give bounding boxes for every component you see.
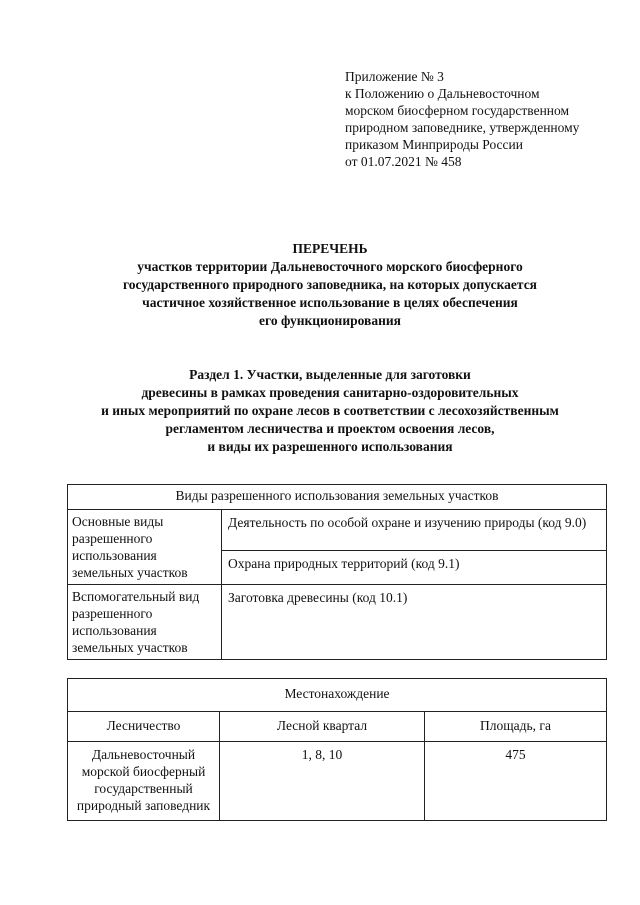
section-line: древесины в рамках проведения санитарно-оздоровительных <box>141 385 519 400</box>
title-heading: ПЕРЕЧЕНЬ <box>292 241 368 256</box>
appendix-note <box>345 68 630 170</box>
section-heading <box>50 366 610 456</box>
title-line: его функционирования <box>259 313 401 328</box>
aux-usage-label: Вспомогательный вид разрешенного использования земельных участков <box>68 585 222 660</box>
appendix-line: морском биосферном государственном <box>345 103 570 118</box>
appendix-line: приказом Минприроды России <box>345 137 523 152</box>
appendix-line: Приложение № 3 <box>345 69 444 84</box>
quarter-cell: 1, 8, 10 <box>220 742 425 821</box>
column-header-quarter: Лесной квартал <box>220 712 425 742</box>
column-header-forestry: Лесничество <box>68 712 220 742</box>
section-line: и виды их разрешенного использования <box>207 439 453 454</box>
main-usage-item: Деятельность по особой охране и изучению природы (код 9.0) <box>222 510 607 551</box>
usage-table <box>67 484 607 660</box>
table-row <box>68 742 607 821</box>
section-line: регламентом лесничества и проектом освоения лесов, <box>165 421 495 436</box>
title-line: участков территории Дальневосточного морского биосферного <box>137 259 523 274</box>
title-line: частичное хозяйственное использование в целях обеспечения <box>142 295 518 310</box>
appendix-line: к Положению о Дальневосточном <box>345 86 540 101</box>
location-table-header: Местонахождение <box>68 679 607 712</box>
main-usage-label: Основные виды разрешенного использования земельных участков <box>68 510 222 585</box>
main-usage-item: Охрана природных территорий (код 9.1) <box>222 550 607 584</box>
title-line: государственного природного заповедника, на которых допускается <box>123 277 537 292</box>
area-cell: 475 <box>425 742 607 821</box>
usage-table-header: Виды разрешенного использования земельных участков <box>68 485 607 510</box>
forestry-cell: Дальневосточный морской биосферный государственный природный заповедник <box>68 742 220 821</box>
location-table <box>67 678 607 821</box>
column-header-area: Площадь, га <box>425 712 607 742</box>
appendix-line: от 01.07.2021 № 458 <box>345 154 462 169</box>
aux-usage-item: Заготовка древесины (код 10.1) <box>222 585 607 660</box>
section-line: Раздел 1. Участки, выделенные для заготовки <box>189 367 471 382</box>
appendix-line: природном заповеднике, утвержденному <box>345 120 580 135</box>
document-title <box>50 240 610 330</box>
section-line: и иных мероприятий по охране лесов в соответствии с лесохозяйственным <box>101 403 559 418</box>
